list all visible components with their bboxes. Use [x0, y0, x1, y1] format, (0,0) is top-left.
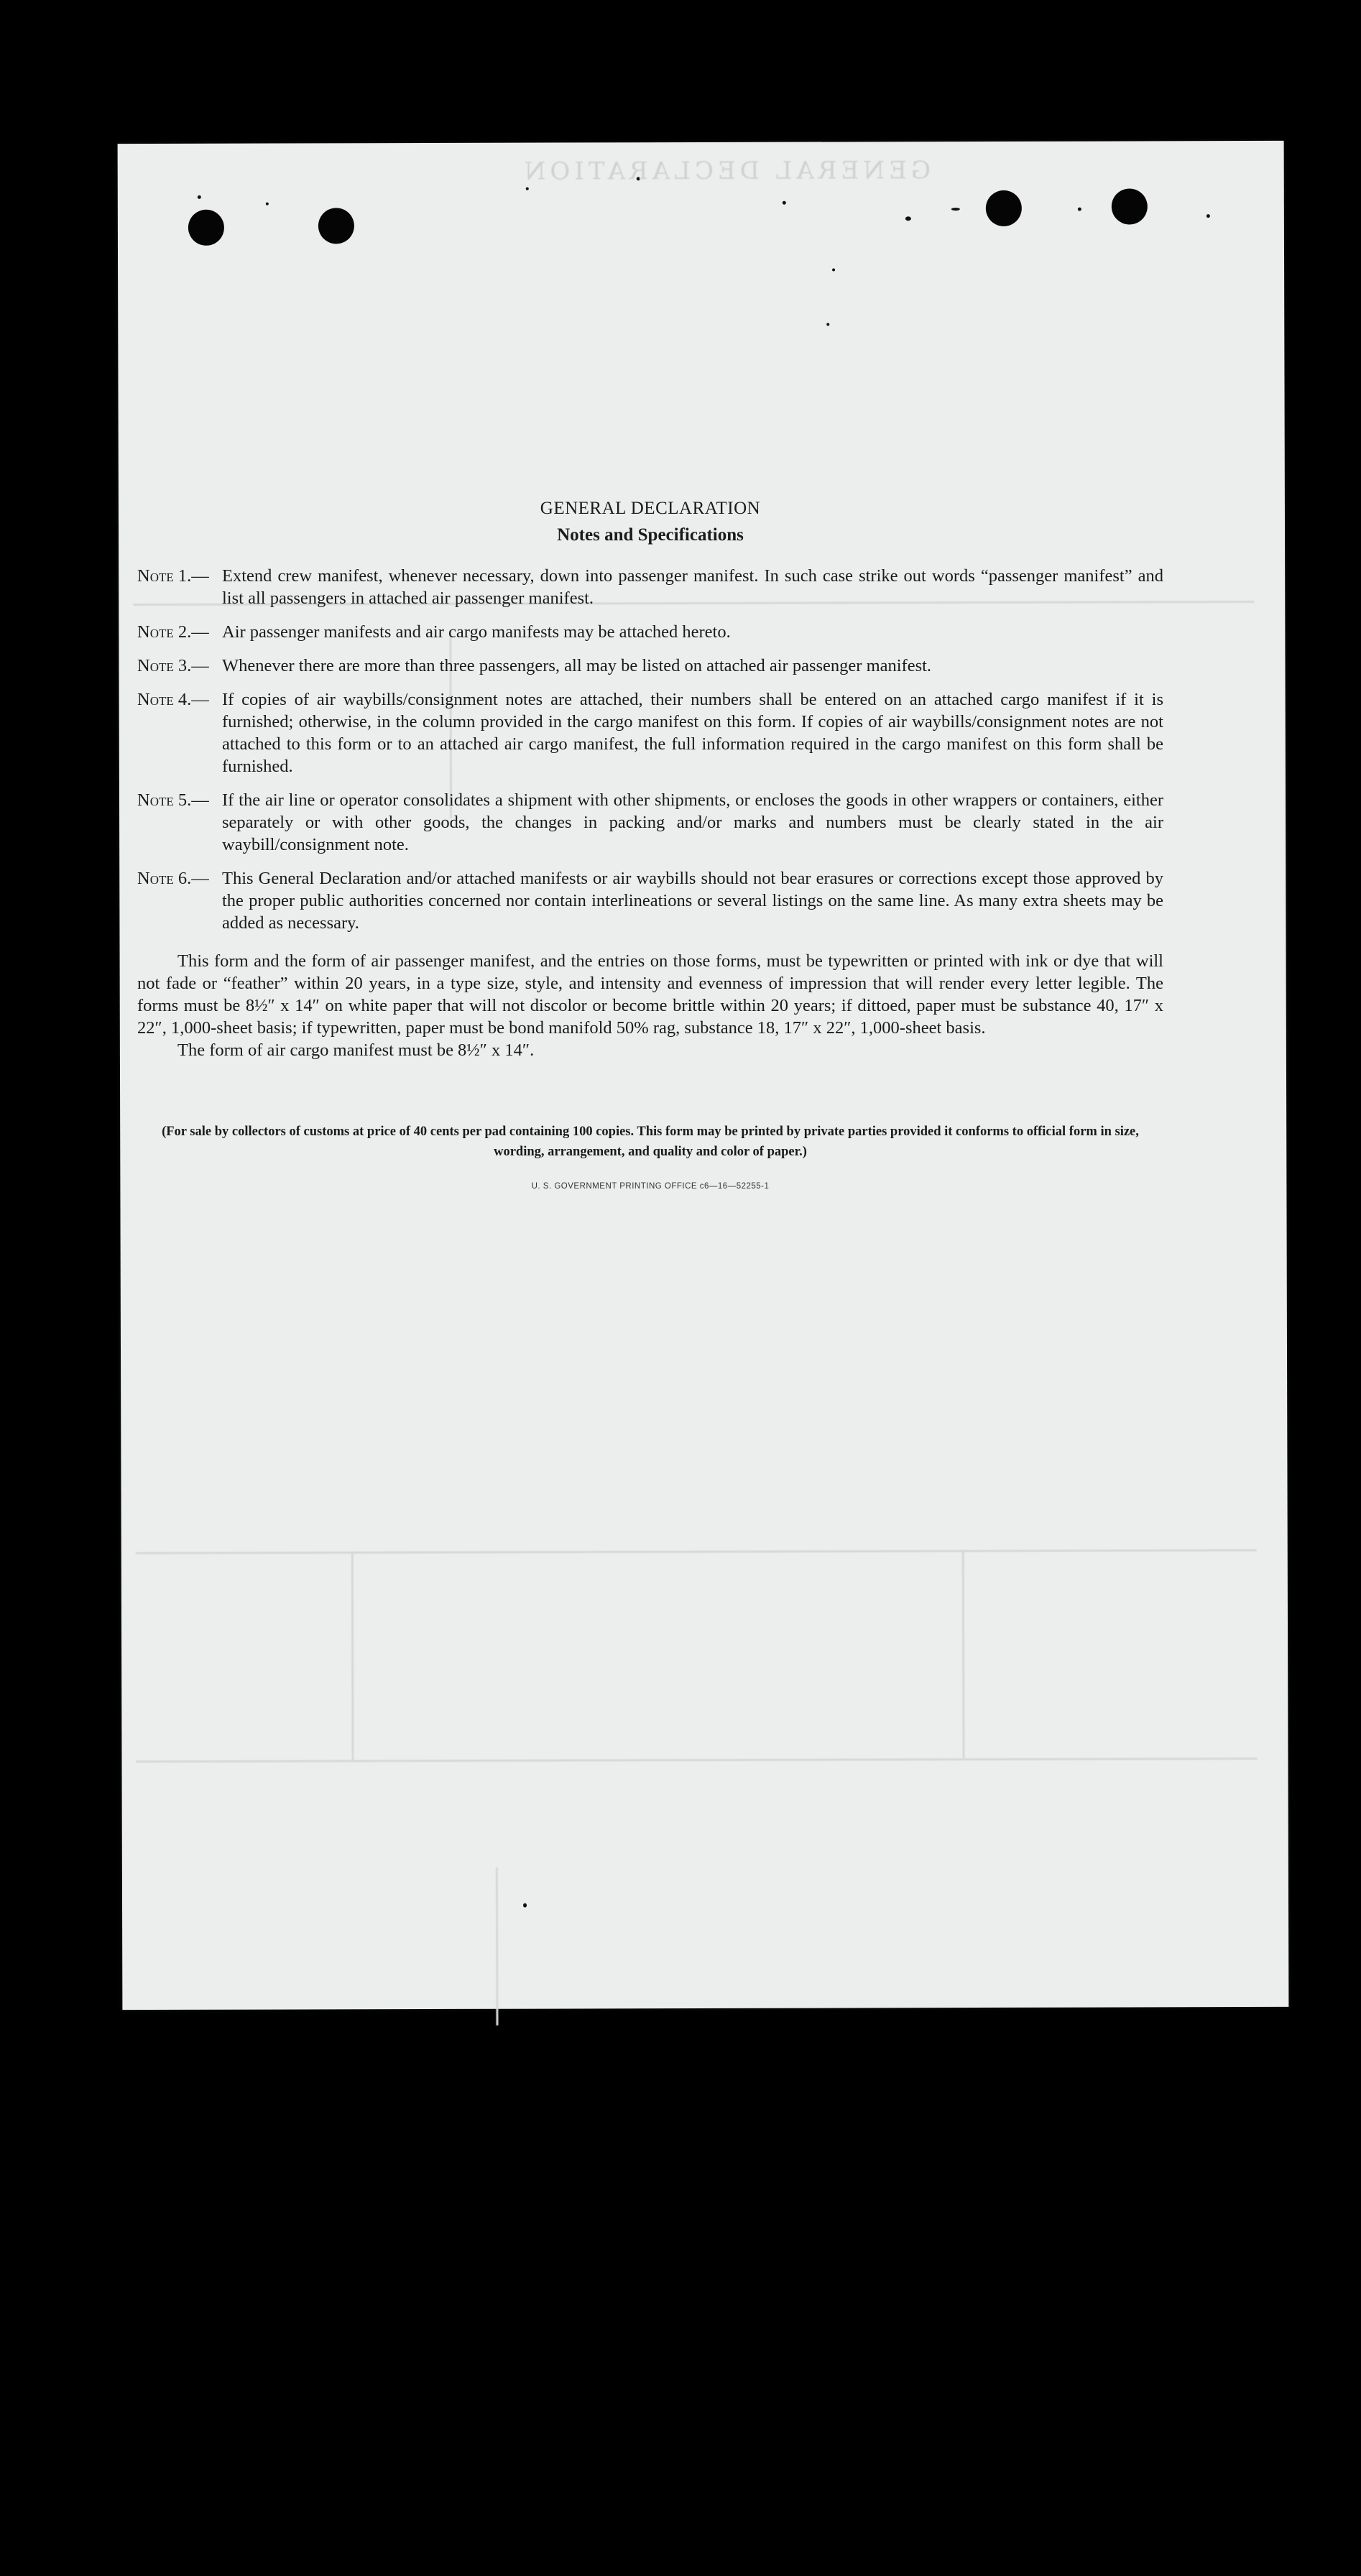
speck [826, 323, 829, 326]
speck [526, 188, 529, 190]
note-2 [137, 621, 1163, 643]
punch-hole-3 [986, 190, 1022, 226]
punch-hole-2 [318, 208, 354, 244]
bleed-through: GENERAL DECLARATION [520, 156, 931, 186]
sale-notice: (For sale by collectors of customs at price of 40 cents per pad containing 100 copies. This form may be printed by private parties provided it conforms to official form in size, wording, arrangement, and quality and color of paper.) [162, 1125, 1139, 1159]
speck [1078, 208, 1081, 211]
speck [1207, 214, 1210, 218]
note-3 [137, 655, 1163, 677]
bleed-line [136, 1549, 1257, 1554]
bleed-line [962, 1550, 965, 1758]
note-text: Extend crew manifest, whenever necessary, down into passenger manifest. In such case strike out words “passenger manifest” and list all passengers in attached air passenger manifest. [222, 566, 1163, 608]
bleed-line [136, 1758, 1257, 1763]
note-label: Note 1.— [137, 566, 209, 586]
bleed-line [496, 1868, 499, 2026]
note-4 [137, 688, 1163, 777]
speck [905, 216, 911, 221]
note-5 [137, 789, 1163, 856]
note-label: Note 2.— [137, 622, 209, 642]
speck [523, 1903, 527, 1908]
note-6 [137, 867, 1163, 934]
note-text: If copies of air waybills/consignment notes are attached, their numbers shall be entered on an attached cargo manifest if it is furnished; otherwise, in the column provided in the cargo manifest on this form. If copies of air waybills/consignment notes are not attached to this form or to an attached air cargo manifest, the full information required in the cargo manifest on this form shall be furnished. [222, 690, 1163, 776]
cargo-manifest-size-line: The form of air cargo manifest must be 8½″ x 14″. [177, 1040, 535, 1060]
bleed-line [351, 1551, 354, 1760]
document-subtitle: Notes and Specifications [557, 525, 744, 545]
note-text: Air passenger manifests and air cargo manifests may be attached hereto. [222, 622, 731, 642]
form-specification-paragraph: This form and the form of air passenger manifest, and the entries on those forms, must be typewritten or printed with ink or dye that will not fade or “feather” within 20 years, in a type size, style, and intensity and evenness of impression that will render every letter legible. The forms must be 8½″ x 14″ on white paper that will not discolor or become brittle within 20 years; if dittoed, paper must be substance 40, 17″ x 22″, 1,000-sheet basis; if typewritten, paper must be bond manifold 50% rag, substance 18, 17″ x 22″, 1,000-sheet basis. [137, 951, 1163, 1038]
note-label: Note 3.— [137, 656, 209, 675]
speck [266, 203, 269, 206]
note-text: This General Declaration and/or attached manifests or air waybills should not bear erasures or corrections except those approved by the proper public authorities concerned nor contain interlineations or several listings on the same line. As many extra sheets may be added as necessary. [222, 869, 1163, 933]
speck [783, 201, 786, 205]
document-title: GENERAL DECLARATION [540, 499, 761, 518]
note-label: Note 5.— [137, 790, 209, 810]
punch-hole-1 [188, 210, 224, 246]
speck [951, 208, 960, 211]
speck [198, 195, 201, 199]
punch-hole-4 [1112, 188, 1148, 224]
note-1 [137, 565, 1163, 609]
note-label: Note 4.— [137, 690, 209, 709]
printing-office-imprint: U. S. GOVERNMENT PRINTING OFFICE c6—16—52255-1 [531, 1182, 770, 1191]
speck [832, 269, 835, 272]
note-text: If the air line or operator consolidates a shipment with other shipments, or encloses the goods in other wrappers or containers, either separately or with other goods, the changes in packing and/or marks and numbers must be clearly stated in the air waybill/consignment note. [222, 790, 1163, 854]
note-label: Note 6.— [137, 869, 209, 888]
notes-and-specifications [137, 496, 1163, 1191]
note-text: Whenever there are more than three passengers, all may be listed on attached air passenger manifest. [222, 656, 932, 675]
